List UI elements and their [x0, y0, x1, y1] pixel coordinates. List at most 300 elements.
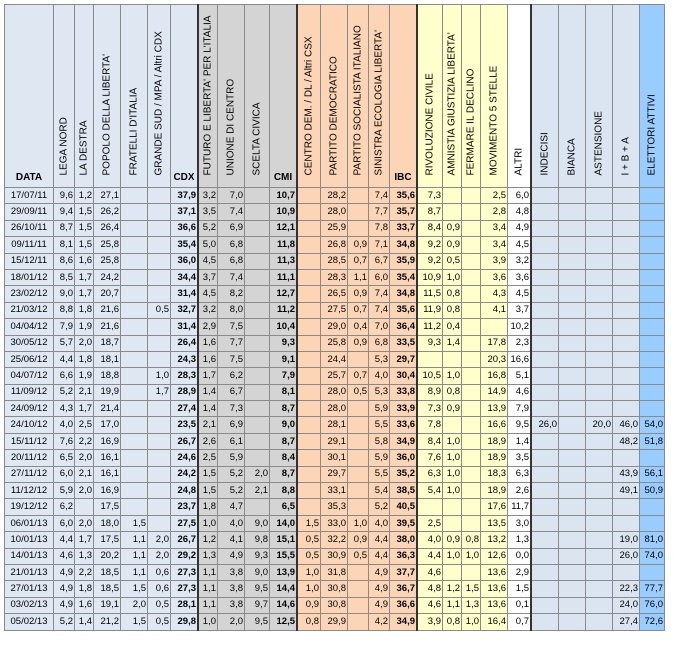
cell-gs: 0,6 — [148, 581, 171, 597]
cell-ibc: 33,5 — [390, 335, 418, 351]
cell-ld: 2,2 — [75, 564, 94, 580]
cell-sel: 5,4 — [369, 483, 390, 499]
cell-cds: 1,5 — [297, 515, 321, 531]
cell-gs: 0,5 — [148, 302, 171, 318]
cell-m5s: 2,5 — [481, 188, 508, 204]
cell-altri: 4,5 — [508, 237, 532, 253]
column-label: UNIONE DI CENTRO — [225, 78, 237, 176]
cell-psi — [348, 466, 369, 482]
cell-altri: 16,6 — [508, 351, 532, 367]
cell-ln: 6,5 — [54, 450, 75, 466]
cell-m5s: 14,9 — [481, 384, 508, 400]
cell-ind — [531, 515, 559, 531]
cell-altri: 11,7 — [508, 499, 532, 515]
cell-altri: 1,5 — [508, 581, 532, 597]
cell-cds — [297, 237, 321, 253]
cell-cds: 1,0 — [297, 581, 321, 597]
cell-ea — [640, 253, 665, 269]
cell-ibc: 36,3 — [390, 548, 418, 564]
cell-pdl: 16,1 — [94, 466, 121, 482]
cell-sc — [245, 188, 270, 204]
cell-sc — [245, 302, 270, 318]
cell-ld: 1,2 — [75, 188, 94, 204]
cell-udc: 2,0 — [218, 614, 245, 630]
cell-sel: 5,3 — [369, 351, 390, 367]
cell-cds — [297, 269, 321, 285]
table-row — [5, 319, 665, 335]
cell-cdx: 29,2 — [171, 548, 199, 564]
cell-sc — [245, 269, 270, 285]
date-cell: 11/12/12 — [5, 483, 54, 499]
cell-udc: 6,1 — [218, 433, 245, 449]
cell-altri: 3,0 — [508, 515, 532, 531]
cell-sc — [245, 286, 270, 302]
table-row — [5, 188, 665, 204]
cell-bia — [559, 220, 586, 236]
cell-ind — [531, 302, 559, 318]
cell-cdx: 24,3 — [171, 351, 199, 367]
cell-fdi — [121, 417, 148, 433]
cell-cdx: 26,7 — [171, 532, 199, 548]
column-label: AMNISTIA GIUSTIZIA LIBERTA' — [446, 32, 458, 176]
cell-ind — [531, 253, 559, 269]
cell-udc: 3,8 — [218, 597, 245, 613]
table-row — [5, 564, 665, 580]
cell-m5s: 3,9 — [481, 253, 508, 269]
cell-pd: 28,2 — [321, 188, 348, 204]
cell-fid — [462, 351, 481, 367]
cell-ind — [531, 319, 559, 335]
cell-ln: 5,2 — [54, 614, 75, 630]
cell-sc — [245, 368, 270, 384]
cell-cmi: 11,2 — [270, 302, 298, 318]
cell-sc — [245, 220, 270, 236]
cell-bia — [559, 483, 586, 499]
cell-sel: 4,4 — [369, 548, 390, 564]
column-header-pdl — [94, 5, 121, 188]
cell-m5s: 13,6 — [481, 581, 508, 597]
cell-cdx: 36,0 — [171, 253, 199, 269]
date-cell: 23/02/12 — [5, 286, 54, 302]
cell-udc: 6,8 — [218, 237, 245, 253]
cell-ibc: 39,5 — [390, 515, 418, 531]
column-header-ibc — [390, 5, 418, 188]
cell-fdi: 1,5 — [121, 515, 148, 531]
cell-altri: 4,5 — [508, 286, 532, 302]
column-header-gs — [148, 5, 171, 188]
cell-ln: 5,9 — [54, 483, 75, 499]
column-label: CENTRO DEM. / DL / Altri CSX — [303, 36, 315, 176]
cell-ld: 2,0 — [75, 483, 94, 499]
cell-ea — [640, 564, 665, 580]
cell-iba — [613, 401, 640, 417]
cell-udc: 4,1 — [218, 532, 245, 548]
cell-agl: 0,9 — [443, 220, 462, 236]
cell-iba — [613, 564, 640, 580]
cell-ind — [531, 401, 559, 417]
column-header-iba — [613, 5, 640, 188]
cell-cmi: 11,8 — [270, 237, 298, 253]
cell-psi — [348, 450, 369, 466]
cell-agl: 1,0 — [443, 466, 462, 482]
date-cell: 20/11/12 — [5, 450, 54, 466]
cell-ln: 4,3 — [54, 401, 75, 417]
cell-cmi: 13,9 — [270, 564, 298, 580]
cell-udc: 6,7 — [218, 384, 245, 400]
cell-altri: 3,2 — [508, 253, 532, 269]
cell-cds — [297, 499, 321, 515]
cell-udc: 7,0 — [218, 188, 245, 204]
cell-ast — [586, 220, 613, 236]
cell-pd: 29,7 — [321, 466, 348, 482]
cell-ast — [586, 335, 613, 351]
cell-fli: 1,7 — [198, 368, 218, 384]
cell-fli: 1,1 — [198, 597, 218, 613]
cell-iba — [613, 253, 640, 269]
cell-psi: 0,4 — [348, 319, 369, 335]
cell-ast — [586, 351, 613, 367]
cell-sel: 5,5 — [369, 417, 390, 433]
date-cell: 03/02/13 — [5, 597, 54, 613]
cell-iba: 22,3 — [613, 581, 640, 597]
cell-rc: 4,0 — [417, 532, 443, 548]
cell-ibc: 36,7 — [390, 581, 418, 597]
cell-sel: 7,1 — [369, 237, 390, 253]
cell-ind — [531, 597, 559, 613]
cell-cds — [297, 417, 321, 433]
cell-rc: 9,3 — [417, 335, 443, 351]
cell-gs — [148, 417, 171, 433]
cell-ast — [586, 286, 613, 302]
cell-pd: 24,4 — [321, 351, 348, 367]
cell-cmi: 9,3 — [270, 335, 298, 351]
date-cell: 24/09/12 — [5, 401, 54, 417]
cell-cdx: 27,5 — [171, 515, 199, 531]
cell-psi: 0,7 — [348, 302, 369, 318]
cell-ld: 1,7 — [75, 532, 94, 548]
cell-ibc: 33,8 — [390, 384, 418, 400]
cell-udc: 7,4 — [218, 204, 245, 220]
cell-pdl: 21,6 — [94, 302, 121, 318]
cell-ind — [531, 269, 559, 285]
date-cell: 30/05/12 — [5, 335, 54, 351]
cell-agl — [443, 564, 462, 580]
cell-fdi — [121, 286, 148, 302]
cell-gs — [148, 450, 171, 466]
cell-fdi — [121, 401, 148, 417]
cell-ind — [531, 499, 559, 515]
cell-ld: 1,6 — [75, 597, 94, 613]
cell-psi — [348, 401, 369, 417]
cell-cdx: 31,4 — [171, 319, 199, 335]
cell-iba — [613, 269, 640, 285]
cell-ind — [531, 204, 559, 220]
cell-ind: 26,0 — [531, 417, 559, 433]
cell-iba — [613, 204, 640, 220]
cell-pd: 29,1 — [321, 433, 348, 449]
cell-fid — [462, 499, 481, 515]
cell-m5s: 13,6 — [481, 564, 508, 580]
cell-udc: 4,0 — [218, 515, 245, 531]
cell-cds — [297, 466, 321, 482]
cell-gs — [148, 237, 171, 253]
cell-fli: 1,8 — [198, 499, 218, 515]
cell-cdx: 36,6 — [171, 220, 199, 236]
cell-cmi: 15,5 — [270, 548, 298, 564]
cell-ea — [640, 269, 665, 285]
cell-ln: 6,6 — [54, 368, 75, 384]
table-row — [5, 253, 665, 269]
cell-fli: 5,2 — [198, 220, 218, 236]
cell-ast — [586, 433, 613, 449]
cell-pd: 33,0 — [321, 515, 348, 531]
cell-sel: 7,7 — [369, 204, 390, 220]
cell-fli: 5,0 — [198, 237, 218, 253]
cell-ast — [586, 253, 613, 269]
cell-m5s: 13,6 — [481, 597, 508, 613]
cell-psi — [348, 499, 369, 515]
cell-sel: 4,0 — [369, 368, 390, 384]
cell-pdl: 26,2 — [94, 204, 121, 220]
cell-psi: 0,7 — [348, 368, 369, 384]
cell-pdl: 25,8 — [94, 237, 121, 253]
cell-m5s: 18,3 — [481, 466, 508, 482]
cell-psi — [348, 433, 369, 449]
cell-cdx: 23,7 — [171, 499, 199, 515]
cell-rc — [417, 499, 443, 515]
cell-fli: 2,6 — [198, 433, 218, 449]
cell-fid: 1,0 — [462, 548, 481, 564]
cell-pdl: 18,7 — [94, 335, 121, 351]
cell-udc: 3,8 — [218, 564, 245, 580]
cell-bia — [559, 433, 586, 449]
cell-ind — [531, 286, 559, 302]
cell-m5s: 3,6 — [481, 269, 508, 285]
cell-pdl: 20,7 — [94, 286, 121, 302]
column-header-ast — [586, 5, 613, 188]
cell-gs: 1,7 — [148, 384, 171, 400]
cell-bia — [559, 368, 586, 384]
date-cell: 27/01/13 — [5, 581, 54, 597]
cell-psi — [348, 417, 369, 433]
cell-m5s: 3,4 — [481, 237, 508, 253]
cell-pd: 25,7 — [321, 368, 348, 384]
cell-pdl: 27,1 — [94, 188, 121, 204]
cell-sel: 6,0 — [369, 269, 390, 285]
cell-fdi — [121, 483, 148, 499]
cell-pdl: 21,4 — [94, 401, 121, 417]
column-label: I + B + A — [620, 137, 632, 176]
cell-ld: 1,8 — [75, 302, 94, 318]
cell-m5s: 16,6 — [481, 417, 508, 433]
cell-sc: 2,1 — [245, 483, 270, 499]
cell-m5s: 13,9 — [481, 401, 508, 417]
cell-bia — [559, 401, 586, 417]
column-header-pd — [321, 5, 348, 188]
cell-fid — [462, 515, 481, 531]
cell-cmi: 14,0 — [270, 515, 298, 531]
cell-pdl: 16,9 — [94, 433, 121, 449]
cell-fli: 1,4 — [198, 401, 218, 417]
cell-pdl: 26,4 — [94, 220, 121, 236]
cell-ast — [586, 204, 613, 220]
cell-bia — [559, 237, 586, 253]
cell-psi: 1,1 — [348, 269, 369, 285]
cell-altri: 2,9 — [508, 564, 532, 580]
cell-fid: 1,5 — [462, 581, 481, 597]
cell-ast — [586, 188, 613, 204]
column-header-altri — [508, 5, 532, 188]
cell-gs — [148, 253, 171, 269]
polls-table — [4, 4, 665, 631]
cell-fdi: 1,1 — [121, 564, 148, 580]
cell-ind — [531, 220, 559, 236]
cell-bia — [559, 597, 586, 613]
table-row — [5, 450, 665, 466]
cell-pd: 35,3 — [321, 499, 348, 515]
table-row — [5, 351, 665, 367]
cell-ld: 1,8 — [75, 351, 94, 367]
cell-fid — [462, 269, 481, 285]
date-cell: 10/01/13 — [5, 532, 54, 548]
cell-altri: 1,4 — [508, 433, 532, 449]
cell-pd: 25,8 — [321, 335, 348, 351]
cell-sc — [245, 253, 270, 269]
cell-cmi: 8,4 — [270, 450, 298, 466]
cell-fli: 1,3 — [198, 548, 218, 564]
cell-cdx: 28,1 — [171, 597, 199, 613]
cell-fdi — [121, 319, 148, 335]
cell-ea — [640, 319, 665, 335]
cell-psi — [348, 351, 369, 367]
cell-sel: 4,9 — [369, 597, 390, 613]
cell-fid — [462, 483, 481, 499]
column-label: LA DESTRA — [78, 120, 90, 176]
cell-psi — [348, 581, 369, 597]
cell-sel: 7,4 — [369, 302, 390, 318]
cell-m5s: 13,2 — [481, 532, 508, 548]
column-header-m5s — [481, 5, 508, 188]
cell-ln: 9,6 — [54, 188, 75, 204]
cell-iba — [613, 368, 640, 384]
cell-gs — [148, 483, 171, 499]
cell-ibc: 36,4 — [390, 319, 418, 335]
cell-sel: 5,3 — [369, 384, 390, 400]
cell-fli: 4,5 — [198, 253, 218, 269]
cell-ind — [531, 237, 559, 253]
cell-ind — [531, 548, 559, 564]
cell-sc — [245, 384, 270, 400]
cell-ind — [531, 384, 559, 400]
column-header-ln — [54, 5, 75, 188]
date-cell: 24/10/12 — [5, 417, 54, 433]
cell-udc: 8,2 — [218, 286, 245, 302]
cell-m5s: 13,5 — [481, 515, 508, 531]
cell-psi — [348, 614, 369, 630]
cell-ln: 9,0 — [54, 286, 75, 302]
cell-cdx: 29,8 — [171, 614, 199, 630]
cell-pdl: 18,5 — [94, 564, 121, 580]
cell-ast — [586, 581, 613, 597]
cell-ibc: 35,6 — [390, 302, 418, 318]
cell-gs: 2,0 — [148, 532, 171, 548]
cell-altri: 4,6 — [508, 384, 532, 400]
cell-iba — [613, 302, 640, 318]
column-header-rc — [417, 5, 443, 188]
table-row — [5, 237, 665, 253]
date-cell: 18/01/12 — [5, 269, 54, 285]
cell-agl: 1,1 — [443, 597, 462, 613]
cell-fdi — [121, 384, 148, 400]
cell-ea: 76,0 — [640, 597, 665, 613]
cell-fli: 1,1 — [198, 564, 218, 580]
cell-udc: 6,9 — [218, 220, 245, 236]
cell-fdi: 1,5 — [121, 614, 148, 630]
cell-altri: 0,0 — [508, 548, 532, 564]
cell-sc — [245, 417, 270, 433]
cell-rc: 9,2 — [417, 253, 443, 269]
cell-ld: 1,7 — [75, 286, 94, 302]
cell-ibc: 38,0 — [390, 532, 418, 548]
cell-cmi: 8,1 — [270, 384, 298, 400]
cell-iba: 49,1 — [613, 483, 640, 499]
cell-iba — [613, 220, 640, 236]
cell-altri: 4,9 — [508, 220, 532, 236]
column-header-fli — [198, 5, 218, 188]
cell-ind — [531, 581, 559, 597]
cell-ast — [586, 499, 613, 515]
table-row — [5, 286, 665, 302]
column-label: INDECISI — [539, 132, 551, 176]
cell-ast — [586, 401, 613, 417]
cell-fid — [462, 335, 481, 351]
cell-ibc: 35,4 — [390, 269, 418, 285]
column-header-fid — [462, 5, 481, 188]
cell-fli: 2,5 — [198, 450, 218, 466]
cell-altri: 2,3 — [508, 335, 532, 351]
cell-ea: 77,7 — [640, 581, 665, 597]
cell-sel: 7,8 — [369, 220, 390, 236]
cell-ln: 4,9 — [54, 564, 75, 580]
cell-ea — [640, 351, 665, 367]
cell-fdi — [121, 253, 148, 269]
cell-ast: 20,0 — [586, 417, 613, 433]
column-label: FUTURO E LIBERTA' PER L'ITALIA — [202, 15, 214, 176]
cell-fli: 3,7 — [198, 269, 218, 285]
cell-ea — [640, 220, 665, 236]
cell-m5s: 12,6 — [481, 548, 508, 564]
cell-rc: 4,6 — [417, 597, 443, 613]
cell-pdl: 18,0 — [94, 515, 121, 531]
cell-cmi: 11,3 — [270, 253, 298, 269]
cell-ld: 1,8 — [75, 581, 94, 597]
cell-ind — [531, 335, 559, 351]
cell-fdi — [121, 368, 148, 384]
column-label: BIANCA — [566, 138, 578, 176]
cell-m5s: 18,9 — [481, 450, 508, 466]
column-header-ind — [531, 5, 559, 188]
cell-fdi — [121, 220, 148, 236]
cell-ln: 4,4 — [54, 351, 75, 367]
cell-agl: 0,9 — [443, 237, 462, 253]
cell-ea — [640, 384, 665, 400]
table-row — [5, 204, 665, 220]
cell-agl: 0,8 — [443, 614, 462, 630]
cell-ast — [586, 548, 613, 564]
table-row — [5, 532, 665, 548]
cell-iba: 46,0 — [613, 417, 640, 433]
cell-agl — [443, 417, 462, 433]
